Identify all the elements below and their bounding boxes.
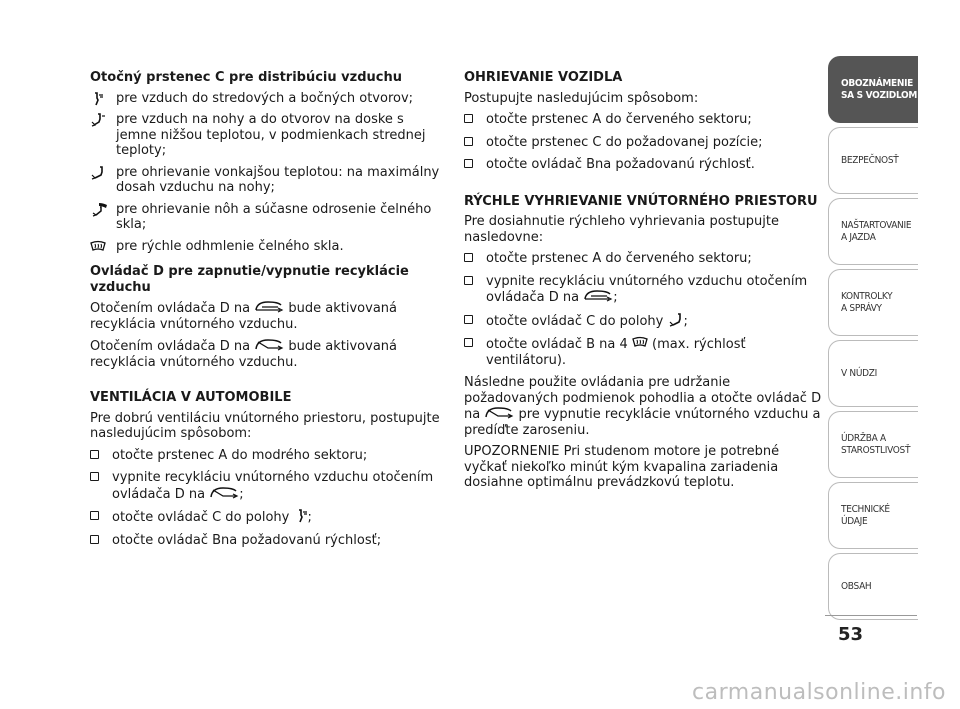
ring-c-item-face-feet: pre vzduch na nohy a do otvorov na doske s jemne nižšou teplotou, v podmienkach strednej teploty;	[90, 112, 440, 159]
windshield-defrost-icon	[632, 337, 648, 352]
vent-bullet-4: otočte ovládač Bna požadovanú rýchlosť;	[90, 533, 440, 549]
recirculation-off-icon	[484, 407, 514, 422]
checkbox-bullet-icon	[464, 253, 473, 262]
warning-note: UPOZORNENIE Pri studenom motore je potrebné vyčkať niekoľko minút kým kvapalina zariadenia dosiahne optimálnu prevádzkovú teplotu.	[464, 444, 780, 490]
divider	[825, 615, 917, 616]
watermark: carmanualsonline.info	[692, 680, 946, 705]
fast-bullet-3: otočte ovládač C do polohy ;	[464, 313, 824, 330]
page-number: 53	[838, 624, 864, 645]
recirc-paragraph-off: Otočením ovládača D na bude aktivovaná recyklácia vnútorného vzduchu.	[90, 339, 397, 370]
air-face-feet-icon	[90, 113, 106, 132]
tab-bezpecnost[interactable]: BEZPEČNOSŤ	[828, 127, 918, 194]
vent-bullet-1: otočte prstenec A do modrého sektoru;	[90, 448, 440, 464]
heat-bullet-2: otočte prstenec C do požadovanej pozície;	[464, 135, 824, 151]
checkbox-bullet-icon	[464, 114, 473, 123]
fast-bullet-1: otočte prstenec A do červeného sektoru;	[464, 251, 824, 267]
air-face-icon	[294, 510, 308, 525]
heat-bullet-1: otočte prstenec A do červeného sektoru;	[464, 112, 824, 128]
ring-c-heading: Otočný prstenec C pre distribúciu vzduchu	[90, 70, 402, 85]
vent-bullet-3: otočte ovládač C do polohy ;	[90, 509, 440, 526]
checkbox-bullet-icon	[90, 472, 99, 481]
tab-obsah[interactable]: OBSAH	[828, 553, 918, 620]
fast-heat-intro: Pre dosiahnutie rýchleho vyhrievania postupujte nasledovne:	[464, 214, 779, 245]
ring-c-item-defrost: pre rýchle odhmlenie čelného skla.	[90, 239, 440, 255]
air-feet-windshield-icon	[90, 203, 108, 222]
fast-bullet-2: vypnite recykláciu vnútorného vzduchu otočením ovládača D na ;	[464, 274, 824, 306]
recirculation-on-icon	[583, 290, 613, 305]
checkbox-bullet-icon	[464, 276, 473, 285]
tab-udrzba[interactable]: ÚDRŽBA A STAROSTLIVOSŤ	[828, 411, 918, 478]
vent-bullet-2: vypnite recykláciu vnútorného vzduchu otočením ovládača D na ;	[90, 470, 440, 502]
ring-c-item-feet: pre ohrievanie vonkajšou teplotou: na maximálny dosah vzduchu na nohy;	[90, 165, 440, 196]
right-column	[464, 70, 824, 497]
heat-bullet-3: otočte ovládač Bna požadovanú rýchlosť.	[464, 157, 824, 173]
vent-heading: VENTILÁCIA V AUTOMOBILE	[90, 390, 292, 405]
checkbox-bullet-icon	[464, 315, 473, 324]
recirculation-off-icon	[254, 339, 284, 354]
air-feet-icon	[668, 314, 684, 329]
fast-bullet-4: otočte ovládač B na 4 (max. rýchlosť ventilátoru).	[464, 336, 824, 368]
checkbox-bullet-icon	[464, 338, 473, 347]
tab-technicke-udaje[interactable]: TECHNICKÉ ÚDAJE	[828, 482, 918, 549]
tab-kontrolky[interactable]: KONTROLKY A SPRÁVY	[828, 269, 918, 336]
ring-c-item-feet-windshield: pre ohrievanie nôh a súčasne odrosenie čelného skla;	[90, 202, 440, 233]
checkbox-bullet-icon	[464, 159, 473, 168]
recirc-heading: Ovládač D pre zapnutie/vypnutie recyklácie vzduchu	[90, 264, 409, 295]
checkbox-bullet-icon	[464, 137, 473, 146]
checkbox-bullet-icon	[90, 511, 99, 520]
left-column	[90, 70, 440, 555]
heat-intro: Postupujte nasledujúcim spôsobom:	[464, 90, 699, 106]
checkbox-bullet-icon	[90, 450, 99, 459]
recirc-paragraph-on: Otočením ovládača D na bude aktivovaná recyklácia vnútorného vzduchu.	[90, 301, 397, 332]
heat-heading: OHRIEVANIE VOZIDLA	[464, 70, 623, 85]
air-feet-icon	[90, 166, 106, 185]
ring-c-item-face: pre vzduch do stredových a bočných otvorov;	[90, 91, 440, 107]
tab-oboznamenie[interactable]: OBOZNÁMENIE SA S VOZIDLOM	[828, 56, 918, 123]
fast-heat-heading: RÝCHLE VYHRIEVANIE VNÚTORNÉHO PRIESTORU	[464, 193, 818, 209]
tab-v-nudzi[interactable]: V NÚDZI	[828, 340, 918, 407]
air-face-icon	[90, 92, 104, 111]
tab-nastartovanie[interactable]: NAŠTARTOVANIE A JAZDA	[828, 198, 918, 265]
chapter-tabs	[828, 56, 918, 624]
windshield-defrost-icon	[90, 240, 106, 259]
recirculation-on-icon	[254, 301, 284, 316]
checkbox-bullet-icon	[90, 535, 99, 544]
recirculation-off-icon	[209, 487, 239, 502]
vent-intro: Pre dobrú ventiláciu vnútorného priestoru, postupujte nasledujúcim spôsobom:	[90, 410, 440, 441]
fast-followup: Následne použite ovládania pre udržanie požadovaných podmienok pohodlia a otočte ovládač D na pre vypnutie recyklácie vnútorného vzduchu a predíďte zaroseniu.	[464, 375, 822, 438]
